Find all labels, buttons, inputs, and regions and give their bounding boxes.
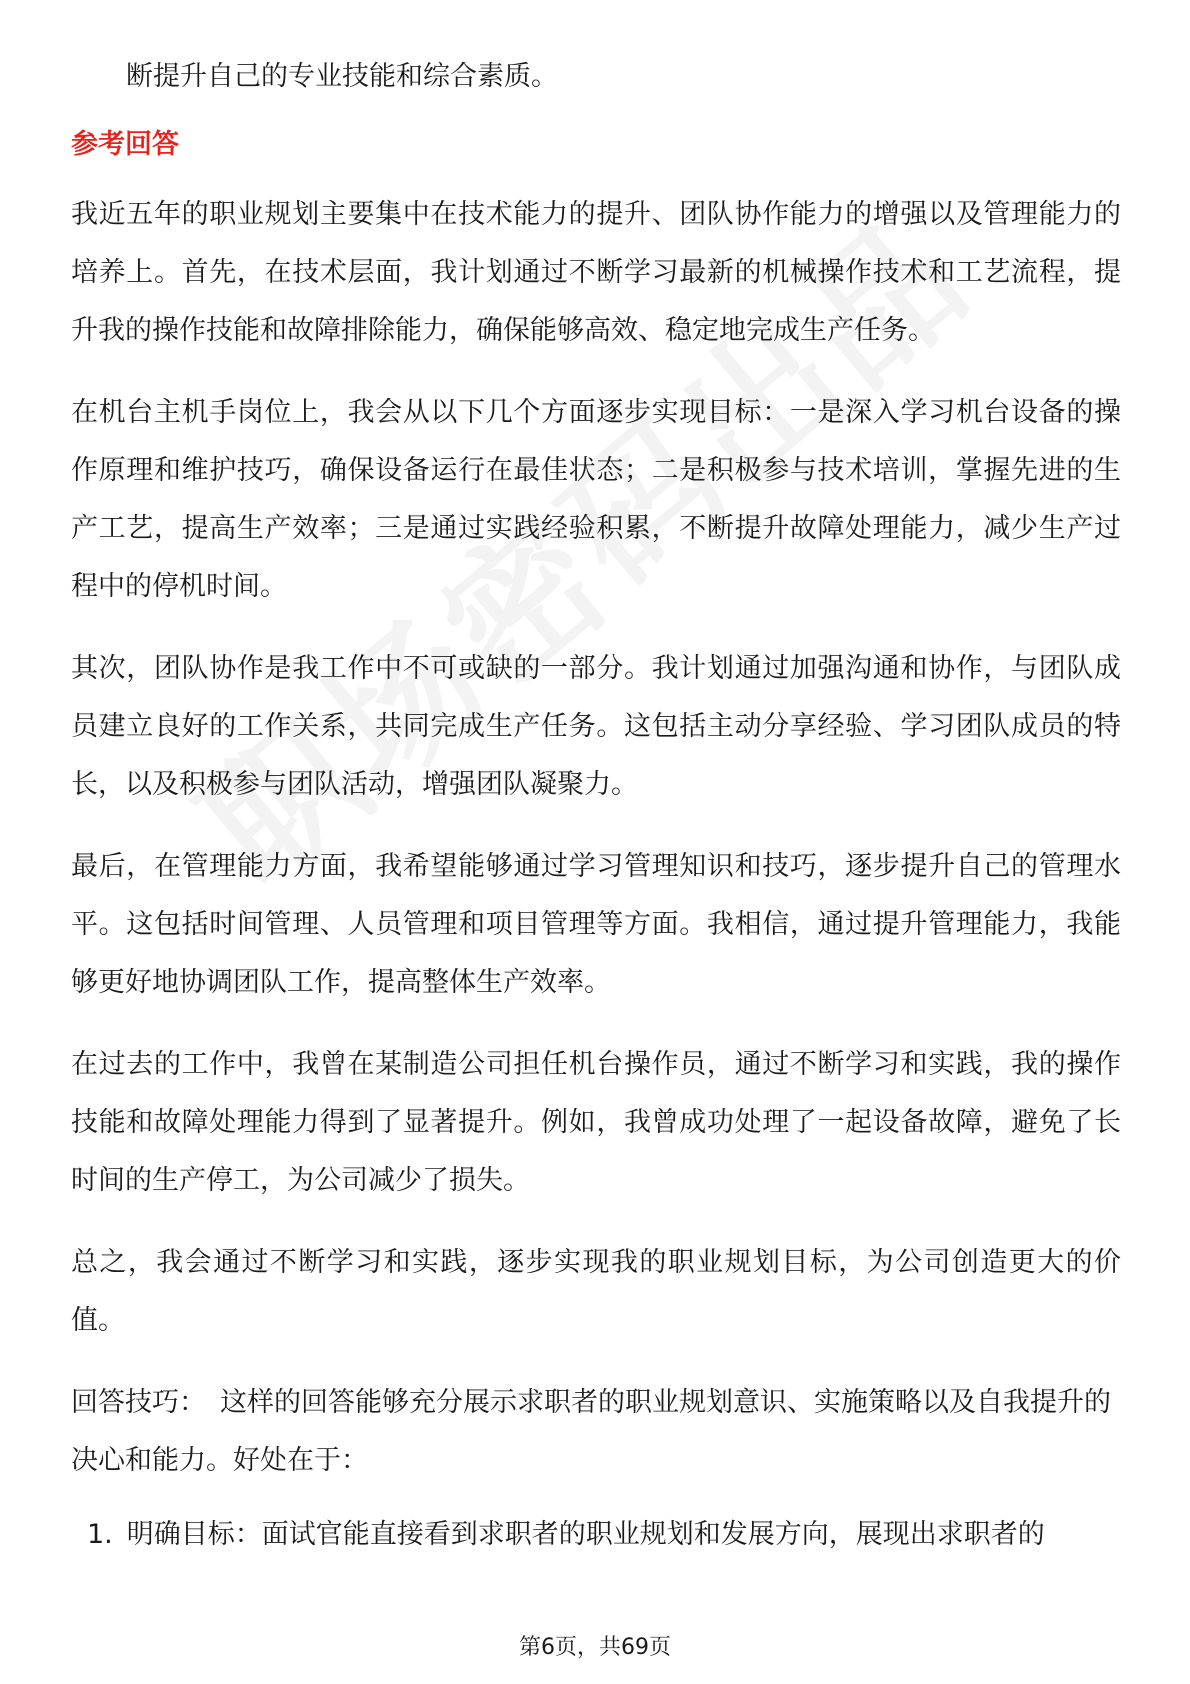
section-heading: 参考回答 <box>71 129 179 160</box>
tips-paragraph <box>71 1374 1121 1490</box>
tips-label: 回答技巧： <box>71 1387 206 1418</box>
paragraph: 总之，我会通过不断学习和实践，逐步实现我的职业规划目标，为公司创造更大的价值。 <box>71 1247 1121 1336</box>
continued-line: 断提升自己的专业技能和综合素质。 <box>126 61 558 92</box>
paragraph: 在过去的工作中，我曾在某制造公司担任机台操作员，通过不断学习和实践，我的操作技能和故障处理能力得到了显著提升。例如，我曾成功处理了一起设备故障，避免了长时间的生产停工，为公司减少了损失。 <box>71 1049 1121 1196</box>
list-number: 1. <box>87 1519 113 1550</box>
paragraph: 我近五年的职业规划主要集中在技术能力的提升、团队协作能力的增强以及管理能力的培养上。首先，在技术层面，我计划通过不断学习最新的机械操作技术和工艺流程，提升我的操作技能和故障排除能力，确保能够高效、稳定地完成生产任务。 <box>71 199 1121 346</box>
paragraph: 在机台主机手岗位上，我会从以下几个方面逐步实现目标：一是深入学习机台设备的操作原理和维护技巧，确保设备运行在最佳状态；二是积极参与技术培训，掌握先进的生产工艺，提高生产效率；三是通过实践经验积累，不断提升故障处理能力，减少生产过程中的停机时间。 <box>71 397 1121 602</box>
paragraph: 最后，在管理能力方面，我希望能够通过学习管理知识和技巧，逐步提升自己的管理水平。这包括时间管理、人员管理和项目管理等方面。我相信，通过提升管理能力，我能够更好地协调团队工作，提高整体生产效率。 <box>71 851 1121 998</box>
page-content <box>71 48 1121 1564</box>
tips-text: 这样的回答能够充分展示求职者的职业规划意识、实施策略以及自我提升的决心和能力。好处在于： <box>71 1387 1111 1476</box>
list-item <box>87 1506 1121 1564</box>
page-footer: 第6页，共69页 <box>519 1635 671 1660</box>
list-text: 明确目标：面试官能直接看到求职者的职业规划和发展方向，展现出求职者的 <box>126 1519 1045 1550</box>
paragraph: 其次，团队协作是我工作中不可或缺的一部分。我计划通过加强沟通和协作，与团队成员建立良好的工作关系，共同完成生产任务。这包括主动分享经验、学习团队成员的特长，以及积极参与团队活动，增强团队凝聚力。 <box>71 653 1121 800</box>
